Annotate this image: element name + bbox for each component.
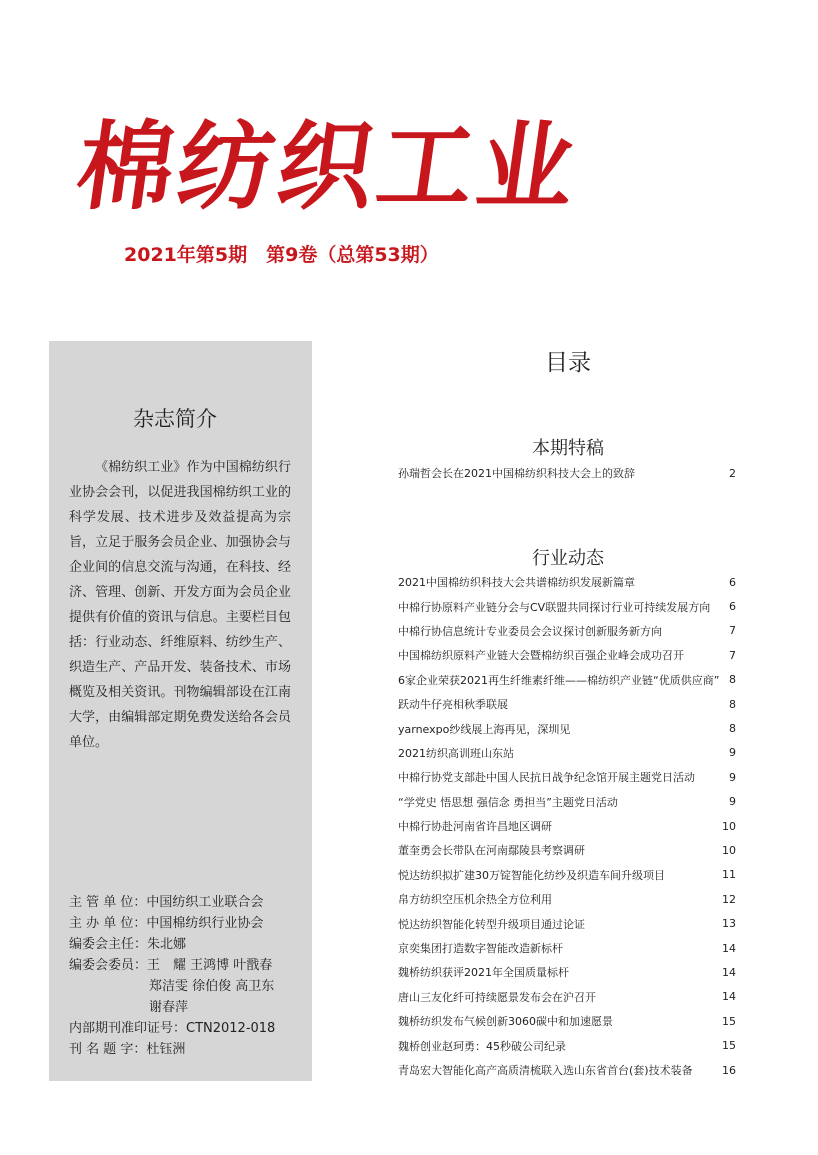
- toc-entry[interactable]: [398, 936, 736, 960]
- toc-entry-title: 中国棉纺织原料产业链大会暨棉纺织百强企业峰会成功召开: [398, 649, 684, 663]
- section-heading-news: 行业动态: [532, 548, 604, 569]
- publication-info: [69, 892, 309, 1060]
- toc-entry[interactable]: [398, 887, 736, 911]
- intro-body: 《棉纺织工业》作为中国棉纺织行业协会会刊，以促进我国棉纺织工业的科学发展、技术进步及效益提高为宗旨，立足于服务会员企业、加强协会与企业间的信息交流与沟通，在科技、经济、管理、创新、开发方面为会员企业提供有价值的资讯与信息。主要栏目包括：行业动态、纤维原料、纺纱生产、织造生产、产品开发、装备技术、市场概览及相关资讯。刊物编辑部设在江南大学，由编辑部定期免费发送给各会员单位。: [69, 460, 291, 750]
- toc-entry-title: 魏桥纺织获评2021年全国质量标杆: [398, 966, 569, 980]
- toc-entry-page: 15: [722, 1039, 736, 1053]
- toc-entry-title: 京奕集团打造数字智能改造新标杆: [398, 942, 563, 956]
- toc-entry-page: 6: [729, 575, 736, 589]
- toc-entry[interactable]: [398, 643, 736, 667]
- toc-entry[interactable]: [398, 741, 736, 765]
- info-sponsor: 主 办 单 位：中国棉纺织行业协会: [69, 916, 264, 931]
- toc-entry[interactable]: [398, 814, 736, 838]
- toc-list-special: [398, 461, 736, 485]
- toc-entry-page: 13: [722, 917, 736, 931]
- toc-entry[interactable]: [398, 765, 736, 789]
- toc-entry-page: 15: [722, 1014, 736, 1028]
- masthead-title: 棉纺织工业: [70, 110, 587, 223]
- toc-entry[interactable]: [398, 619, 736, 643]
- toc-entry[interactable]: [398, 985, 736, 1009]
- toc-entry-page: 16: [722, 1063, 736, 1077]
- toc-entry-page: 10: [722, 843, 736, 857]
- toc-entry[interactable]: [398, 692, 736, 716]
- toc-entry-title: yarnexpo纱线展上海再见，深圳见: [398, 722, 571, 736]
- info-permit-number: 内部期刊准印证号：CTN2012-018: [69, 1021, 276, 1036]
- toc-entry-page: 8: [729, 722, 736, 736]
- toc-entry-title: 悦达纺织拟扩建30万锭智能化纺纱及织造车间升级项目: [398, 868, 665, 882]
- toc-entry-page: 14: [722, 965, 736, 979]
- toc-entry-page: 9: [729, 770, 736, 784]
- toc-entry-title: 中棉行协党支部赴中国人民抗日战争纪念馆开展主题党日活动: [398, 771, 695, 785]
- toc-entry-title: “学党史 悟思想 强信念 勇担当”主题党日活动: [398, 795, 618, 809]
- toc-entry[interactable]: [398, 570, 736, 594]
- toc-entry-title: 跃动牛仔亮相秋季联展: [398, 698, 508, 712]
- info-title-calligraphy: 刊 名 题 字：杜钰洲: [69, 1042, 186, 1057]
- toc-entry[interactable]: [398, 668, 736, 692]
- toc-entry[interactable]: [398, 790, 736, 814]
- toc-entry-title: 6家企业荣获2021再生纤维素纤维——棉纺织产业链“优质供应商”: [398, 673, 720, 687]
- toc-list-news: [398, 570, 736, 1082]
- toc-entry[interactable]: [398, 1058, 736, 1082]
- toc-entry-page: 9: [729, 795, 736, 809]
- toc-title: 目录: [545, 350, 591, 376]
- toc-entry[interactable]: [398, 716, 736, 740]
- toc-entry-page: 14: [722, 941, 736, 955]
- toc-entry-title: 中棉行协赴河南省许昌地区调研: [398, 820, 552, 834]
- intro-panel: [49, 341, 312, 1081]
- toc-entry[interactable]: [398, 838, 736, 862]
- toc-entry-title: 中棉行协信息统计专业委员会会议探讨创新服务新方向: [398, 624, 662, 638]
- toc-entry[interactable]: [398, 594, 736, 618]
- intro-title: 杂志简介: [133, 407, 217, 431]
- toc-entry-page: 10: [722, 819, 736, 833]
- toc-entry-title: 唐山三友化纤可持续愿景发布会在沪召开: [398, 990, 596, 1004]
- toc-entry-page: 2: [729, 466, 736, 480]
- info-supervisor: 主 管 单 位：中国纺织工业联合会: [69, 895, 264, 910]
- toc-entry-title: 悦达纺织智能化转型升级项目通过论证: [398, 917, 585, 931]
- toc-entry-page: 8: [729, 673, 736, 687]
- toc-entry-page: 11: [722, 868, 736, 882]
- toc-entry-title: 帛方纺织空压机余热全方位利用: [398, 893, 552, 907]
- toc-entry-page: 7: [729, 624, 736, 638]
- toc-entry[interactable]: [398, 960, 736, 984]
- toc-entry-title: 魏桥纺织发布气候创新3060碳中和加速愿景: [398, 1015, 613, 1029]
- toc-entry[interactable]: [398, 1009, 736, 1033]
- toc-entry-title: 2021纺织高训班山东站: [398, 746, 514, 760]
- toc-entry-title: 董奎勇会长带队在河南鄢陵县考察调研: [398, 844, 585, 858]
- toc-entry-page: 12: [722, 892, 736, 906]
- info-committee-director: 编委会主任：朱北娜: [69, 937, 187, 952]
- info-committee-members: 编委会委员：王 耀 王鸿博 叶戬春: [69, 958, 273, 973]
- toc-entry-page: 7: [729, 648, 736, 662]
- toc-entry-page: 14: [722, 990, 736, 1004]
- info-committee-members-3: 谢春萍: [149, 1000, 189, 1015]
- toc-entry-page: 9: [729, 746, 736, 760]
- toc-entry-page: 6: [729, 600, 736, 614]
- toc-entry[interactable]: [398, 1033, 736, 1057]
- toc-entry-title: 魏桥创业赵珂勇：45秒破公司纪录: [398, 1039, 566, 1053]
- toc-entry[interactable]: [398, 863, 736, 887]
- toc-entry[interactable]: [398, 461, 736, 485]
- toc-entry-title: 孙瑞哲会长在2021中国棉纺织科技大会上的致辞: [398, 467, 635, 481]
- toc-entry-title: 中棉行协原料产业链分会与CV联盟共同探讨行业可持续发展方向: [398, 600, 711, 614]
- toc-entry-page: 8: [729, 697, 736, 711]
- issue-line: 2021年第5期 第9卷（总第53期）: [124, 244, 439, 266]
- section-heading-special: 本期特稿: [532, 438, 604, 459]
- toc-entry[interactable]: [398, 911, 736, 935]
- toc-entry-title: 青岛宏大智能化高产高质清梳联入选山东省首台(套)技术装备: [398, 1064, 693, 1077]
- toc-entry-title: 2021中国棉纺织科技大会共谱棉纺织发展新篇章: [398, 576, 635, 590]
- info-committee-members-2: 郑洁雯 徐伯俊 高卫东: [149, 979, 275, 994]
